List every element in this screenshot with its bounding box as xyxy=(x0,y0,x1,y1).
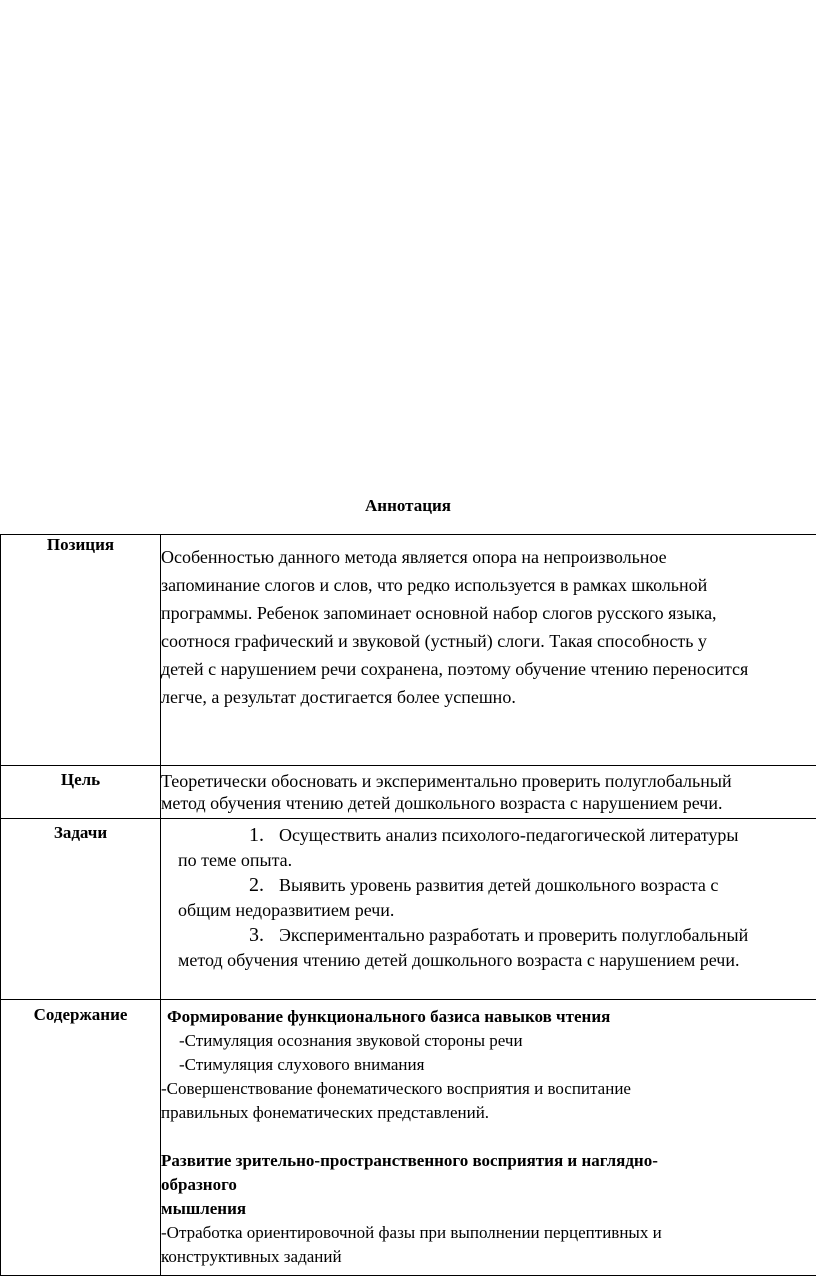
content-heading: мышления xyxy=(161,1197,816,1221)
text-line: соотнося графический и звуковой (устный) слоги. Такая способность у xyxy=(161,627,816,655)
text-line: Особенностью данного метода является опора на непроизвольное xyxy=(161,543,816,571)
task-number: 3. xyxy=(249,923,279,948)
task-text: Осуществить анализ психолого-педагогической литературы xyxy=(279,825,739,845)
row-text-position xyxy=(161,535,816,766)
text-line: метод обучения чтению детей дошкольного возраста с нарушением речи. xyxy=(161,792,816,814)
table-row-goal xyxy=(1,766,816,819)
task-number: 2. xyxy=(249,873,279,898)
table-row-content xyxy=(1,1000,816,1276)
content-heading: образного xyxy=(161,1173,816,1197)
content-item: -Стимуляция слухового внимания xyxy=(161,1053,816,1077)
row-text-content xyxy=(161,1000,816,1276)
annotation-table xyxy=(0,534,816,1276)
text-line: запоминание слогов и слов, что редко используется в рамках школьной xyxy=(161,571,816,599)
row-label-position: Позиция xyxy=(1,535,161,766)
content-item: конструктивных заданий xyxy=(161,1245,816,1269)
content-heading: Развитие зрительно-пространственного восприятия и наглядно- xyxy=(161,1149,816,1173)
content-item: -Отработка ориентировочной фазы при выполнении перцептивных и xyxy=(161,1221,816,1245)
text-line: Теоретически обосновать и экспериментально проверить полуглобальный xyxy=(161,770,816,792)
task-text-continued: общим недоразвитием речи. xyxy=(161,898,816,923)
content-item: -Совершенствование фонематического восприятия и воспитание xyxy=(161,1077,816,1101)
content-item: правильных фонематических представлений. xyxy=(161,1101,816,1125)
text-line: программы. Ребенок запоминает основной набор слогов русского языка, xyxy=(161,599,816,627)
table-row-tasks xyxy=(1,819,816,1000)
task-number: 1. xyxy=(249,823,279,848)
task-text: Выявить уровень развития детей дошкольного возраста с xyxy=(279,875,718,895)
row-label-content: Содержание xyxy=(1,1000,161,1276)
task-text-continued: метод обучения чтению детей дошкольного возраста с нарушением речи. xyxy=(161,948,816,973)
task-item xyxy=(161,823,816,873)
task-item xyxy=(161,923,816,973)
content-item: -Стимуляция осознания звуковой стороны речи xyxy=(161,1029,816,1053)
row-text-goal xyxy=(161,766,816,819)
annotation-title: Аннотация xyxy=(0,496,816,516)
row-label-goal: Цель xyxy=(1,766,161,819)
content-heading: Формирование функционального базиса навыков чтения xyxy=(161,1005,816,1029)
task-item xyxy=(161,873,816,923)
text-line: легче, а результат достигается более успешно. xyxy=(161,683,816,711)
table-row-position xyxy=(1,535,816,766)
row-label-tasks: Задачи xyxy=(1,819,161,1000)
spacer xyxy=(161,1125,816,1149)
task-text-continued: по теме опыта. xyxy=(161,848,816,873)
task-text: Экспериментально разработать и проверить полуглобальный xyxy=(279,925,748,945)
text-line: детей с нарушением речи сохранена, поэтому обучение чтению переносится xyxy=(161,655,816,683)
row-text-tasks xyxy=(161,819,816,1000)
